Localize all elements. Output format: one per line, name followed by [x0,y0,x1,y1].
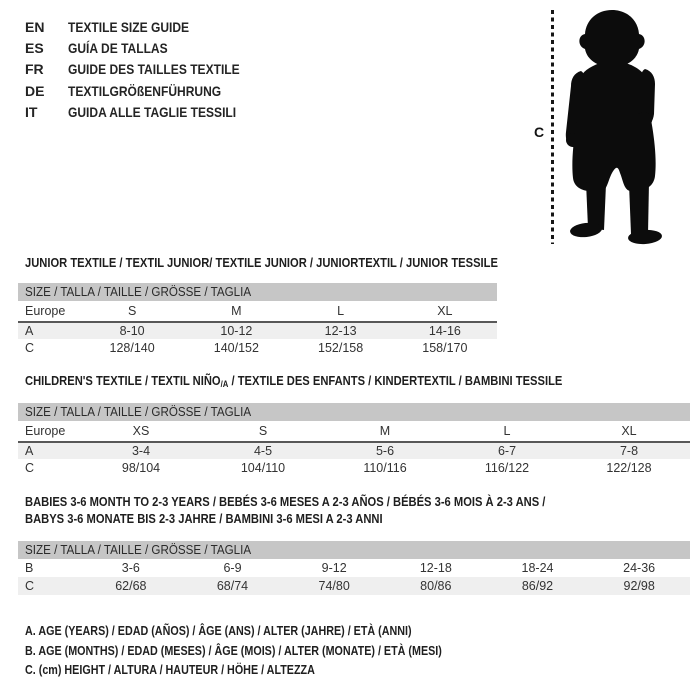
size-header-text: SIZE / TALLA / TAILLE / GRÖSSE / TAGLIA [25,543,252,557]
junior-size-table [18,283,497,357]
table-row-height [18,577,690,595]
children-section-title [25,372,650,391]
language-row [25,37,268,58]
footnote-a-text: A. AGE (YEARS) / EDAD (AÑOS) / ÂGE (ANS) / ALTER (JAHRE) / ETÀ (ANNI) [25,624,412,638]
language-code: EN [25,18,45,35]
table-row-months [18,559,690,577]
babies-size-table [18,541,690,595]
language-code: DE [25,82,45,99]
babies-section-title [25,493,630,528]
language-row [25,59,268,80]
table-row-europe [18,301,497,321]
table-cell: 5-6 [375,444,395,458]
language-title: GUIDA ALLE TAGLIE TESSILI [68,104,237,121]
table-cell: 68/74 [216,579,249,593]
language-row [25,16,268,37]
children-title-pre: CHILDREN'S TEXTILE / TEXTIL NIÑO [25,373,221,388]
table-cell: 152/158 [318,341,364,355]
table-cell: 3-4 [131,444,151,458]
babies-title-line2: BABYS 3-6 MONATE BIS 2-3 JAHRE / BAMBINI 3-6 MESI A 2-3 ANNI [25,511,383,527]
table-cell: 158/170 [422,341,468,355]
row-label: C [25,579,35,593]
region-label: Europe [25,424,66,438]
table-cell: 12-18 [419,561,452,575]
footnote-legend [25,624,510,683]
row-label: A [25,324,34,338]
language-code: IT [25,104,38,121]
footnote-b-text: B. AGE (MONTHS) / EDAD (MESES) / ÂGE (MOIS) / ALTER (MONATE) / ETÀ (MESI) [25,643,442,658]
junior-section-title [25,254,575,271]
size-column-header: S [258,424,268,438]
row-label: C [25,341,35,355]
table-cell: 18-24 [521,561,554,575]
size-header-text: SIZE / TALLA / TAILLE / GRÖSSE / TAGLIA [25,285,252,299]
language-code: ES [25,40,44,57]
table-row-height [18,459,690,477]
language-row [25,102,268,123]
table-cell: 12-13 [324,324,357,338]
language-title-list [25,16,268,123]
size-header-bar [18,283,497,301]
table-row-age [18,321,497,339]
table-cell: 104/110 [240,461,286,475]
size-column-header: L [503,424,511,438]
row-label: C [25,461,35,475]
table-cell: 62/68 [115,579,147,593]
size-column-header: S [127,304,137,318]
footnote-b [25,644,510,664]
table-cell: 10-12 [220,324,253,338]
language-code: FR [25,61,44,78]
height-dotted-line [551,10,554,244]
table-cell: 14-16 [428,324,461,338]
size-column-header: XS [132,424,150,438]
footnote-c-text: C. (cm) HEIGHT / ALTURA / HAUTEUR / HÖHE / ALTEZZA [25,663,315,678]
table-cell: 92/98 [623,579,655,593]
table-cell: 128/140 [109,341,155,355]
table-cell: 80/86 [420,579,452,593]
size-column-header: L [337,304,345,318]
children-title-sub: /A [220,379,229,389]
table-cell: 7-8 [619,444,639,458]
language-title: TEXTILE SIZE GUIDE [68,18,190,35]
table-cell: 86/92 [521,579,554,593]
size-column-header: XL [437,304,453,318]
language-row [25,80,268,101]
size-header-bar [18,541,690,559]
table-cell: 6-9 [223,561,242,575]
row-label: A [25,444,34,458]
children-size-table [18,403,690,477]
children-section-title-text [25,372,562,391]
table-cell: 24-36 [623,561,656,575]
table-cell: 98/104 [121,461,161,475]
table-cell: 8-10 [119,324,145,338]
size-column-header: XL [621,424,637,438]
toddler-silhouette-icon [556,8,668,246]
children-title-post: / TEXTILE DES ENFANTS / KINDERTEXTIL / BAMBINI TESSILE [228,373,563,388]
footnote-a [25,624,510,644]
table-cell: 6-7 [497,444,517,458]
table-cell: 116/122 [484,461,530,475]
row-label: B [25,561,34,575]
size-header-text: SIZE / TALLA / TAILLE / GRÖSSE / TAGLIA [25,405,252,419]
footnote-c [25,663,510,683]
table-cell: 74/80 [318,579,350,593]
language-title: TEXTILGRÖßENFÜHRUNG [68,82,222,99]
table-cell: 122/128 [606,461,652,475]
table-cell: 140/152 [213,341,259,355]
table-row-age [18,441,690,459]
junior-section-title-text: JUNIOR TEXTILE / TEXTIL JUNIOR/ TEXTILE JUNIOR / JUNIORTEXTIL / JUNIOR TESSILE [25,255,498,270]
table-row-height [18,339,497,357]
size-header-bar [18,403,690,421]
table-cell: 3-6 [121,561,140,575]
table-cell: 4-5 [253,444,273,458]
language-title: GUIDE DES TAILLES TEXTILE [68,61,240,78]
table-row-europe [18,421,690,441]
size-column-header: M [231,304,242,318]
size-column-header: M [379,424,391,438]
table-cell: 9-12 [321,561,347,575]
height-measure-label: C [534,124,545,140]
region-label: Europe [25,304,66,318]
babies-title-line1: BABIES 3-6 MONTH TO 2-3 YEARS / BEBÉS 3-6 MESES A 2-3 AÑOS / BÉBÉS 3-6 MOIS À 2-3 ANS / [25,494,546,509]
table-cell: 110/116 [363,461,407,475]
language-title: GUÍA DE TALLAS [68,40,168,57]
